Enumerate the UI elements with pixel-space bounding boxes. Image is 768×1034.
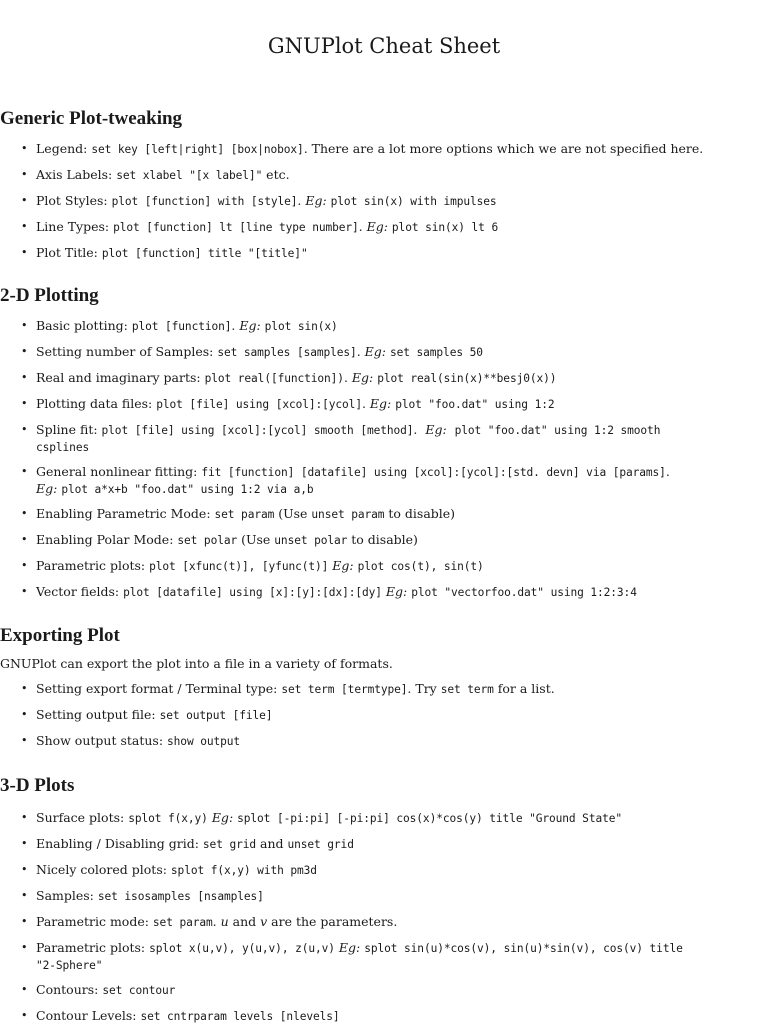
list-item: • Line Types: plot [function] lt [line type number]. Eg: plot sin(x) lt 6: [21, 219, 499, 234]
list-item: • Enabling / Disabling grid: set grid and unset grid: [21, 836, 354, 851]
list-item: • Basic plotting: plot [function]. Eg: plot sin(x): [21, 318, 338, 333]
list-item: • Legend: set key [left|right] [box|nobox]. There are a lot more options which we are not specified here.: [21, 141, 704, 156]
list-item: • Contour Levels: set cntrparam levels [nlevels]: [21, 1008, 340, 1023]
list-item: • Parametric plots: plot [xfunc(t)], [yfunc(t)] Eg: plot cos(t), sin(t): [21, 558, 484, 573]
list-item: • Spline fit: plot [file] using [xcol]:[ycol] smooth [method]. Eg: plot "foo.dat" using 1:2 smooth csplines: [21, 422, 661, 454]
section-3d-plots: [0, 774, 768, 1034]
section-heading: Exporting Plot: [0, 625, 120, 646]
list-item: • Surface plots: splot f(x,y) Eg: splot [-pi:pi] [-pi:pi] cos(x)*cos(y) title "Ground State": [21, 810, 622, 825]
list-item: • Nicely colored plots: splot f(x,y) with pm3d: [21, 862, 317, 877]
list-item: • Samples: set isosamples [nsamples]: [21, 888, 264, 903]
list-item: • Plot Title: plot [function] title "[title]": [21, 245, 308, 260]
list-item: • Setting output file: set output [file]: [21, 707, 273, 722]
section-intro: GNUPlot can export the plot into a file in a variety of formats.: [0, 656, 393, 671]
list-item: • Enabling Polar Mode: set polar (Use unset polar to disable): [21, 532, 418, 547]
page-title: GNUPlot Cheat Sheet: [267, 34, 501, 58]
list-item: • Show output status: show output: [21, 733, 241, 748]
list-item: • Parametric mode: set param. u and v are the parameters.: [21, 914, 398, 929]
list-item: • Parametric plots: splot x(u,v), y(u,v), z(u,v) Eg: splot sin(u)*cos(v), sin(u)*sin(v), cos(v) title "2-Sphere": [21, 940, 683, 972]
list-item: • Contours: set contour: [21, 982, 176, 997]
section-2d-plotting: [0, 284, 768, 610]
list-item: • Setting export format / Terminal type: set term [termtype]. Try set term for a list.: [21, 681, 555, 696]
list-item: • Plotting data files: plot [file] using [xcol]:[ycol]. Eg: plot "foo.dat" using 1:2: [21, 396, 555, 411]
section-exporting: [0, 624, 768, 759]
list-item: • Vector fields: plot [datafile] using [x]:[y]:[dx]:[dy] Eg: plot "vectorfoo.dat" using 1:2:3:4: [21, 584, 637, 599]
list-item: • Axis Labels: set xlabel "[x label]" etc.: [21, 167, 290, 182]
list-item: • Enabling Parametric Mode: set param (Use unset param to disable): [21, 506, 456, 521]
section-heading: 2-D Plotting: [0, 285, 99, 306]
list-item: • Setting number of Samples: set samples [samples]. Eg: set samples 50: [21, 344, 483, 359]
section-heading: 3-D Plots: [0, 775, 75, 796]
list-item: • General nonlinear fitting: fit [function] [datafile] using [xcol]:[ycol]:[std. devn] via [params]. Eg: plot a*x+b "foo.dat" using 1:2 via a,b: [21, 464, 670, 496]
list-item: • Plot Styles: plot [function] with [style]. Eg: plot sin(x) with impulses: [21, 193, 497, 208]
section-heading: Generic Plot-tweaking: [0, 108, 183, 129]
list-item: • Real and imaginary parts: plot real([function]). Eg: plot real(sin(x)**besj0(x)): [21, 370, 557, 385]
section-generic: [0, 107, 768, 271]
